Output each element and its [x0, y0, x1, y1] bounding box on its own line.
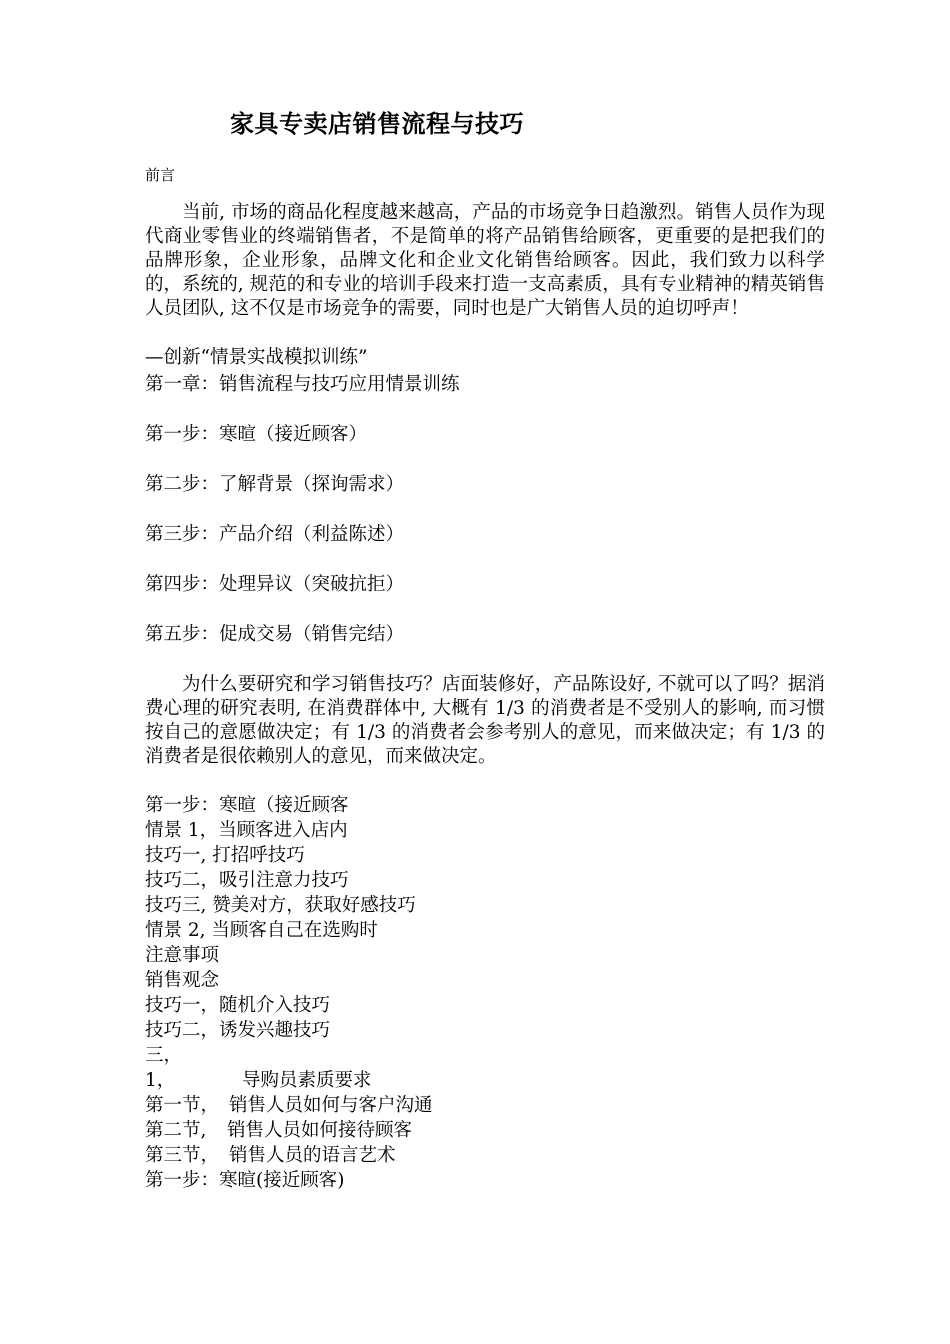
step-item: 第一步：寒暄（接近顾客）: [145, 424, 368, 445]
section-title: 销售人员如何与客户沟通: [229, 1095, 433, 1116]
outline-item: 技巧一，随机介入技巧: [145, 995, 331, 1016]
section-number: 第三节，: [145, 1145, 220, 1166]
outline-item: 三，: [145, 1045, 183, 1066]
preface-label: 前言: [145, 166, 176, 184]
section-row: [145, 1144, 396, 1168]
outline-item: 技巧二，诱发兴趣技巧: [145, 1020, 331, 1041]
innovation-line: —创新“情景实战模拟训练”: [145, 347, 368, 368]
outline-item: 销售观念: [145, 970, 220, 991]
section-number: 第二节,: [145, 1120, 207, 1141]
section-row: [145, 1069, 372, 1093]
outline-item: 注意事项: [145, 945, 220, 966]
outline-item: 技巧二，吸引注意力技巧: [145, 870, 349, 891]
section-number: 第一节，: [145, 1095, 220, 1116]
step-item: 第二步：了解背景（探询需求）: [145, 474, 405, 495]
why-paragraph: 为什么要研究和学习销售技巧？店面装修好，产品陈设好, 不就可以了吗？据消费心理的研究表明, 在消费群体中, 大概有 1/3 的消费者是不受别人的影响, 而习惯按自己的意愿做决定；有 1/3 的消费者会参考别人的意见，而来做决定；有 1/3 的消费者是很依赖别人的意见，而来做决定。: [145, 674, 825, 767]
step-item: 第五步：促成交易（销售完结）: [145, 624, 405, 645]
outline-item: 技巧一, 打招呼技巧: [145, 845, 305, 866]
step-item: 第三步：产品介绍（利益陈述）: [145, 524, 405, 545]
outline-item: 情景 1，当顾客进入店内: [145, 820, 348, 841]
intro-paragraph: 当前, 市场的商品化程度越来越高，产品的市场竞争日趋激烈。销售人员作为现代商业零售业的终端销售者，不是简单的将产品销售给顾客，更重要的是把我们的品牌形象，企业形象，品牌文化和企业文化销售给顾客。因此，我们致力以科学的，系统的, 规范的和专业的培训手段来打造一支高素质，具有专业精神的精英销售人员团队, 这不仅是市场竞争的需要，同时也是广大销售人员的迫切呼声！: [145, 202, 825, 319]
closing-line: 第一步：寒暄(接近顾客): [145, 1170, 345, 1191]
section-title: 销售人员如何接待顾客: [227, 1120, 413, 1141]
document-title: 家具专卖店销售流程与技巧: [230, 109, 524, 138]
section-row: [145, 1094, 433, 1118]
outline-item: 技巧三, 赞美对方，获取好感技巧: [145, 895, 416, 916]
outline-item: 第一步：寒暄（接近顾客: [145, 795, 349, 816]
outline-item: 情景 2, 当顾客自己在选购时: [145, 920, 378, 941]
section-number: 1，: [145, 1070, 176, 1091]
section-row: [145, 1119, 412, 1143]
section-title: 销售人员的语言艺术: [229, 1145, 396, 1166]
chapter-heading: 第一章：销售流程与技巧应用情景训练: [145, 374, 460, 395]
section-title: 导购员素质要求: [242, 1070, 372, 1091]
step-item: 第四步：处理异议（突破抗拒）: [145, 574, 405, 595]
